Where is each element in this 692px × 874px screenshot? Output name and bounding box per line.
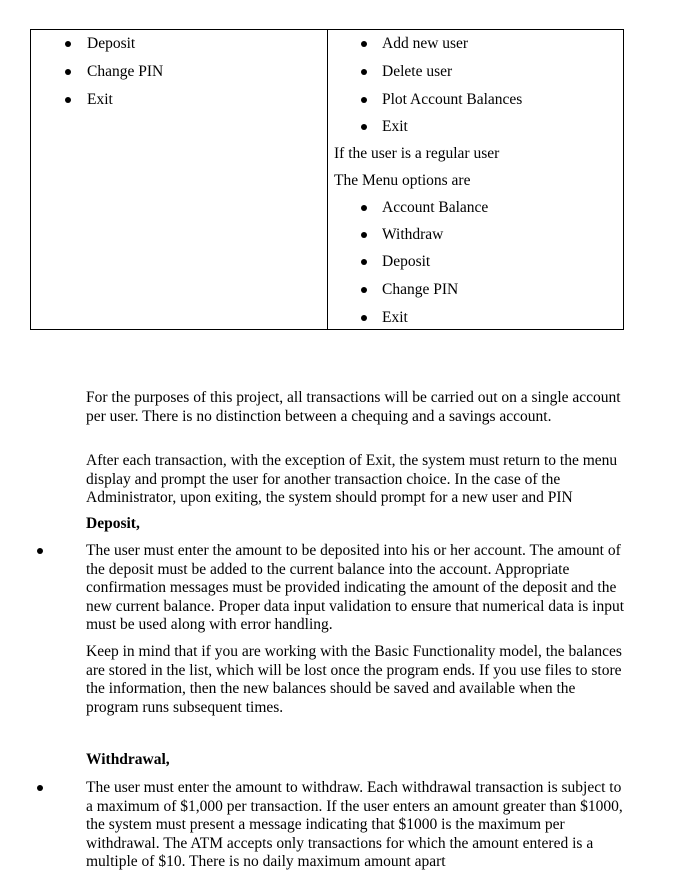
table-right-cell [328, 30, 624, 330]
list-item-text: Exit [382, 309, 408, 326]
bullet-icon [65, 41, 71, 47]
bullet-icon [361, 97, 367, 103]
paragraph-keep-in-mind: Keep in mind that if you are working with the Basic Functionality model, the balances are stored in the list, which will be lost once the program ends. If you use files to store the information, then the new balances should be saved and available when the program runs subsequent times. [86, 643, 622, 716]
paragraph-after-transaction: After each transaction, with the exception of Exit, the system must return to the menu display and prompt the user for another transaction choice. In the case of the Administrator, upon exiting, the system should prompt for a new user and PIN [86, 452, 618, 506]
list-item-text: Change PIN [87, 63, 164, 80]
bullet-icon [37, 785, 43, 791]
bullet-icon [361, 69, 367, 75]
list-item-text: Withdraw [382, 226, 444, 243]
list-item-text: Deposit [382, 253, 431, 270]
bullet-icon [361, 205, 367, 211]
list-item-text: Account Balance [382, 199, 489, 216]
list-item-text: Plot Account Balances [382, 91, 523, 108]
bullet-icon [65, 97, 71, 103]
menu-options-table [30, 29, 624, 330]
menu-options-line: The Menu options are [334, 172, 471, 189]
table-left-cell [31, 30, 328, 330]
withdrawal-heading: Withdrawal, [86, 751, 170, 768]
paragraph-deposit: The user must enter the amount to be deposited into his or her account. The amount of the deposit must be added to the current balance into the account. Appropriate confirmation messages must be provided indicating the amount of the deposit and the new current balance. Proper data input validation to ensure that numerical data is input must be used along with error handling. [86, 542, 625, 633]
paragraph-withdrawal: The user must enter the amount to withdraw. Each withdrawal transaction is subject to a maximum of $1,000 per transaction. If the user enters an amount greater than $1000, the system must present a message indicating that $1000 is the maximum per withdrawal. The ATM accepts only transactions for which the amount entered is a multiple of $10. There is no daily maximum amount apart [86, 779, 623, 870]
bullet-icon [361, 315, 367, 321]
bullet-icon [361, 41, 367, 47]
bullet-icon [361, 124, 367, 130]
paragraph-single-account: For the purposes of this project, all transactions will be carried out on a single account per user. There is no distinction between a chequing and a savings account. [86, 389, 621, 425]
bullet-icon [361, 232, 367, 238]
bullet-icon [65, 69, 71, 75]
bullet-icon [361, 287, 367, 293]
list-item-text: Delete user [382, 63, 453, 80]
list-item-text: Add new user [382, 35, 469, 52]
bullet-icon [361, 259, 367, 265]
list-item-text: Change PIN [382, 281, 459, 298]
regular-user-line: If the user is a regular user [334, 145, 500, 162]
list-item-text: Exit [87, 91, 113, 108]
bullet-icon [37, 548, 43, 554]
list-item-text: Exit [382, 118, 408, 135]
deposit-heading: Deposit, [86, 515, 140, 532]
list-item-text: Deposit [87, 35, 136, 52]
